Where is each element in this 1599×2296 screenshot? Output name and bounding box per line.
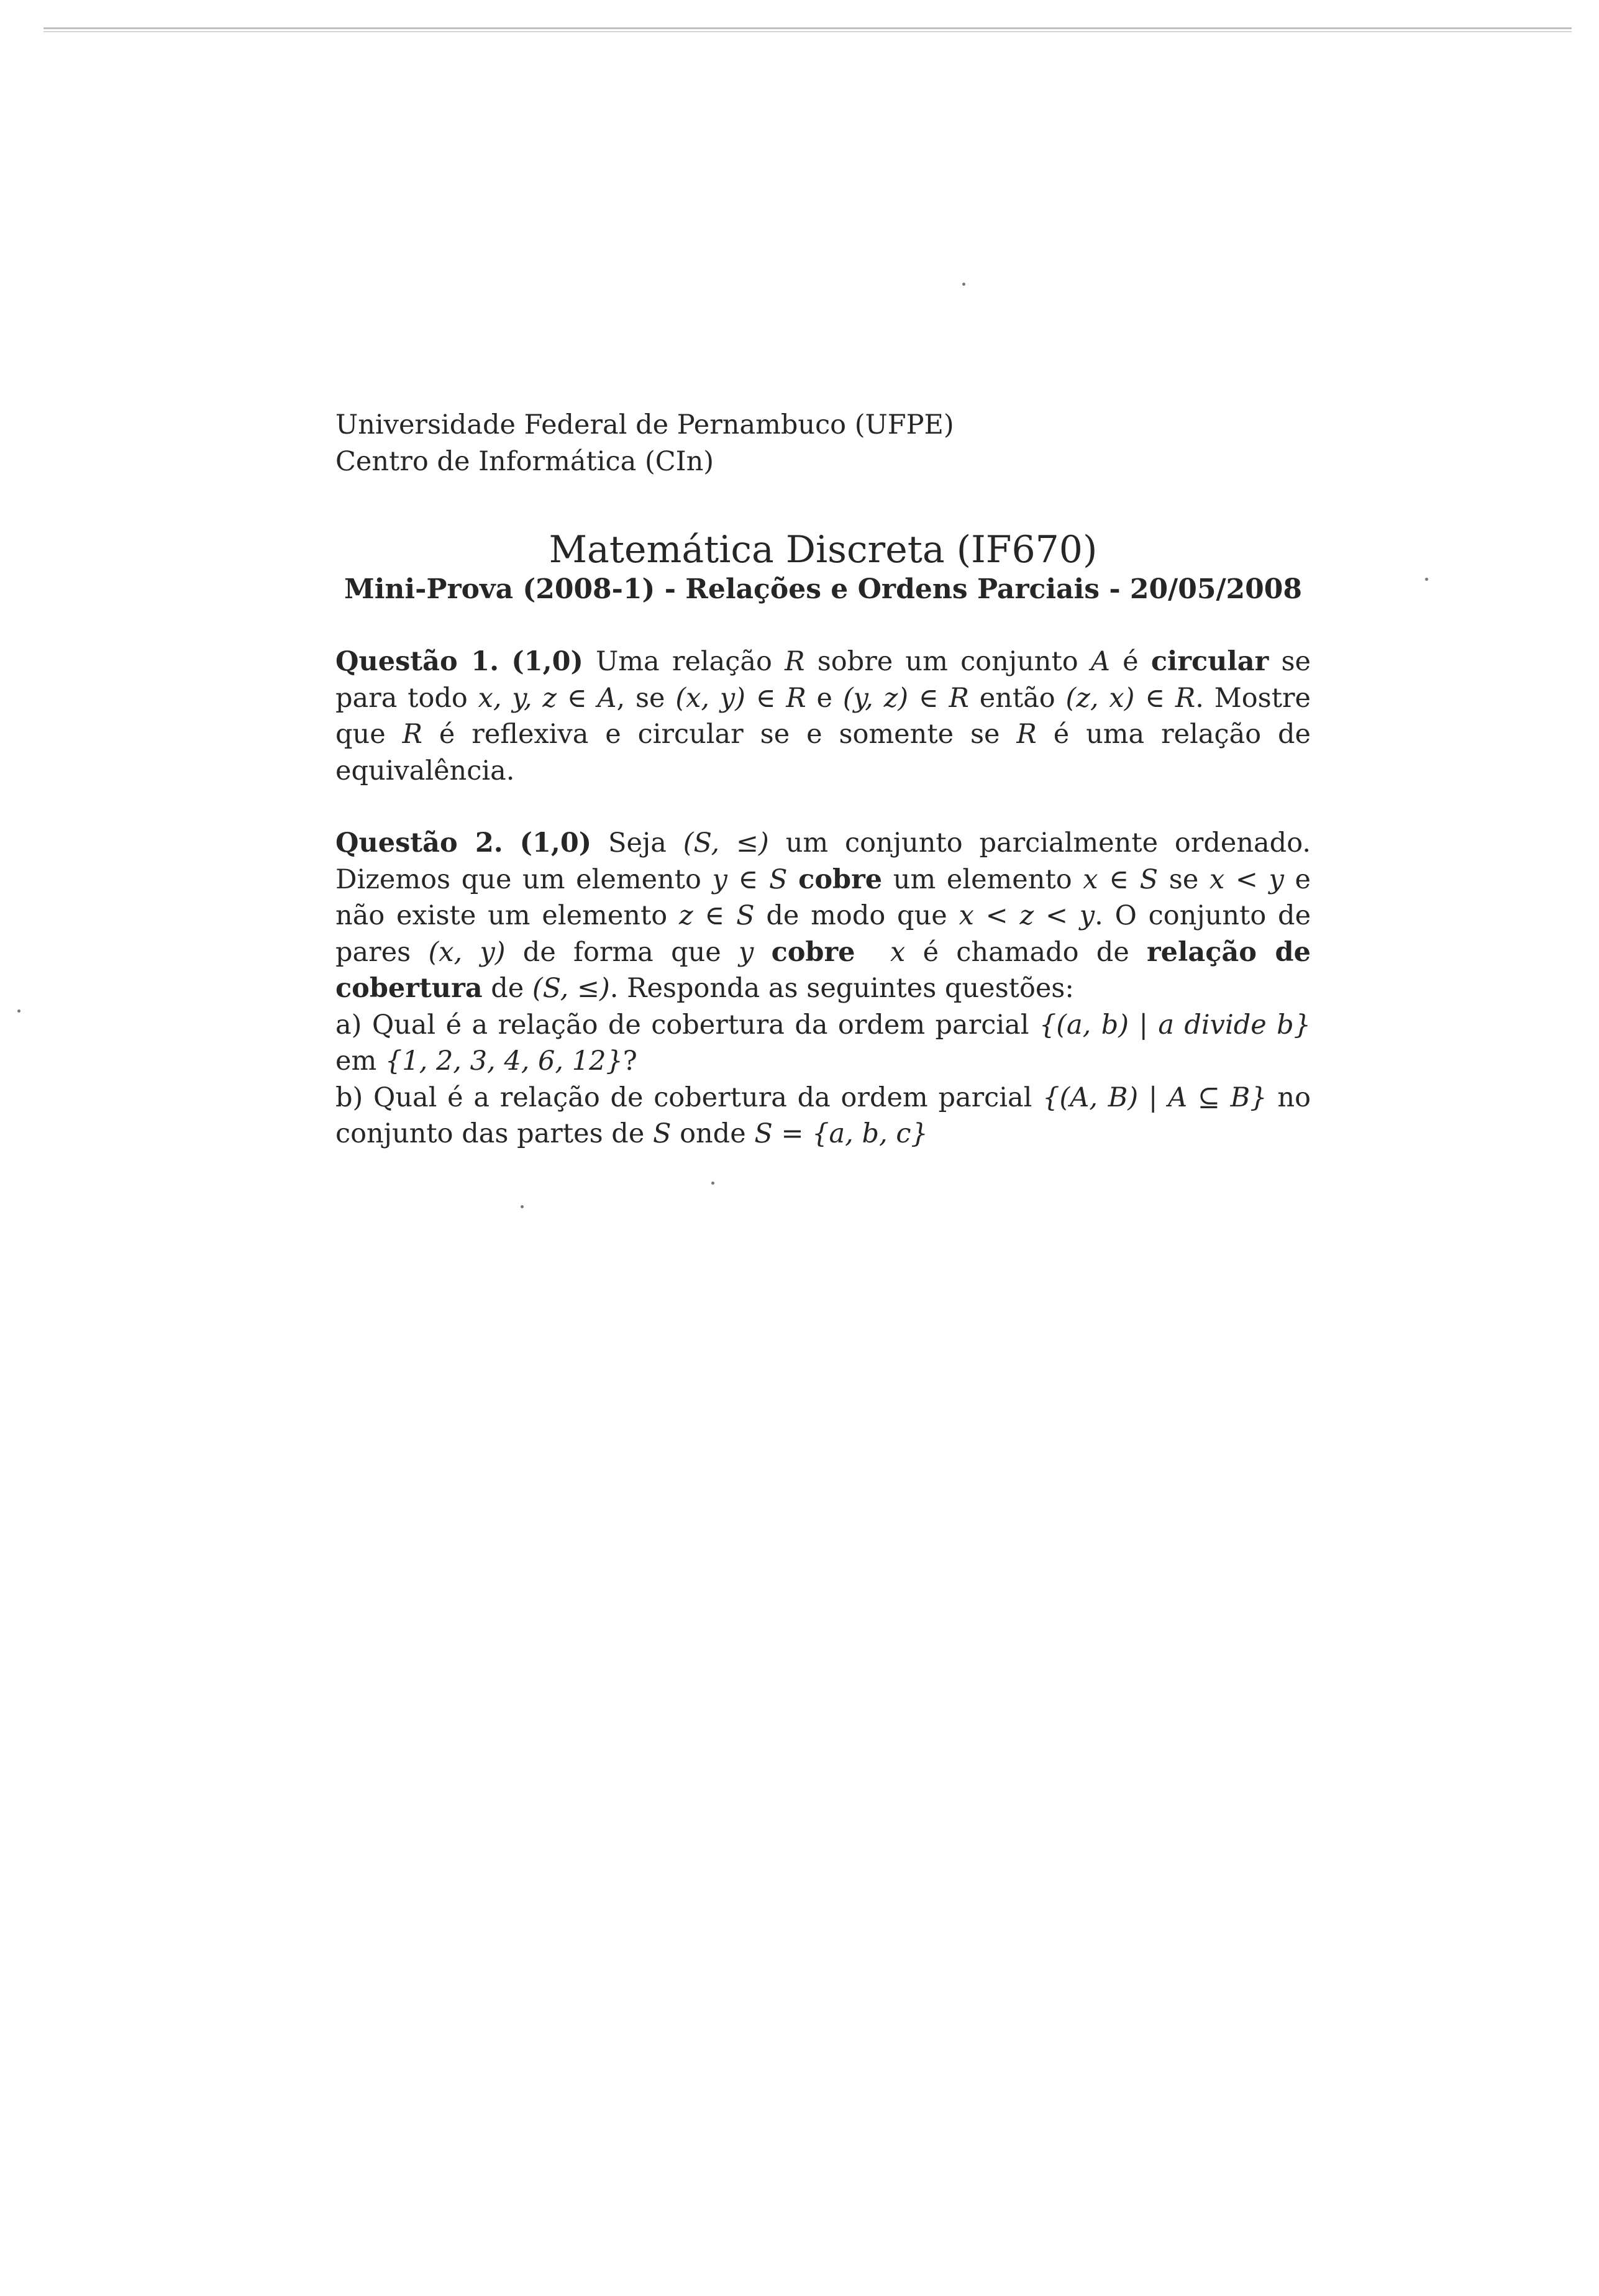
text: Qual é a relação de cobertura da ordem parcial — [362, 1009, 1039, 1041]
text: é chamado de — [905, 936, 1147, 968]
text: e não existe um elemento — [335, 863, 1311, 931]
text: ? — [622, 1046, 637, 1077]
math: x ∈ S — [1083, 863, 1159, 895]
text: de modo que — [754, 900, 959, 931]
question-1 — [335, 644, 1311, 789]
term-cobre: cobre — [798, 863, 883, 895]
course-title: Matemática Discreta (IF670) — [549, 528, 1098, 572]
math: y — [739, 936, 754, 968]
math: S = {a, b, c} — [754, 1118, 928, 1149]
math: (S, ≤) — [683, 827, 769, 859]
question-2-body — [335, 825, 1311, 1007]
scan-speck — [962, 283, 965, 286]
math: (z, x) ∈ R — [1065, 682, 1196, 714]
text: sobre um conjunto — [804, 646, 1091, 677]
text: , se — [616, 682, 676, 714]
question-2 — [335, 825, 1311, 1152]
math: x — [890, 936, 906, 968]
scan-speck — [711, 1182, 714, 1185]
exam-page — [335, 407, 1311, 1152]
text: . O conjunto de pares — [335, 900, 1311, 968]
scan-speck — [521, 1205, 524, 1208]
math: R — [785, 646, 805, 677]
term-relacao-de-cobertura: relação de cobertura — [335, 936, 1311, 1004]
exam-subtitle: Mini-Prova (2008-1) - Relações e Ordens Parciais - 20/05/2008 — [344, 573, 1302, 605]
text: no conjunto das partes de — [335, 1082, 1311, 1149]
text: Uma relação — [583, 646, 785, 677]
university-name: Universidade Federal de Pernambuco (UFPE) — [335, 409, 954, 440]
text: é reflexiva e circular se e somente se — [422, 719, 1017, 750]
item-label: a) — [335, 1009, 362, 1041]
question-2b — [335, 1080, 1311, 1152]
math: x, y, z ∈ A — [478, 682, 617, 714]
title-block — [335, 528, 1311, 608]
math: x < z < y — [959, 900, 1095, 931]
question-points: (1,0) — [511, 646, 583, 677]
math: (y, z) ∈ R — [842, 682, 969, 714]
scan-border-line — [43, 31, 1572, 32]
term-circular: circular — [1150, 646, 1269, 677]
center-name: Centro de Informática (CIn) — [335, 445, 714, 477]
text: e — [806, 682, 843, 714]
math: R — [402, 719, 422, 750]
math: y ∈ S — [712, 863, 788, 895]
math: {1, 2, 3, 4, 6, 12} — [385, 1046, 623, 1077]
text: em — [335, 1046, 385, 1077]
text: então — [968, 682, 1066, 714]
text: de — [482, 973, 532, 1004]
scan-speck — [1425, 578, 1428, 581]
question-label: Questão 2. — [335, 827, 503, 859]
text: se — [1158, 863, 1210, 895]
scan-speck — [17, 1009, 20, 1013]
math: {(A, B) | A ⊆ B} — [1042, 1082, 1267, 1113]
text: onde — [671, 1118, 755, 1149]
term-cobre: cobre — [771, 936, 855, 968]
math: {(a, b) | a divide b} — [1039, 1009, 1311, 1041]
question-points: (1,0) — [519, 827, 592, 859]
scan-border-line — [43, 27, 1572, 29]
item-label: b) — [335, 1082, 363, 1113]
math: (S, ≤) — [532, 973, 610, 1004]
text: é uma relação de equivalência. — [335, 719, 1311, 786]
question-2a — [335, 1007, 1311, 1080]
question-label: Questão 1. — [335, 646, 499, 677]
text: um conjunto parcialmente ordenado. Dizemos que um elemento — [335, 827, 1311, 895]
text: Qual é a relação de cobertura da ordem parcial — [363, 1082, 1043, 1113]
text: Seja — [591, 827, 683, 859]
math: (x, y) — [428, 936, 506, 968]
text: . Mostre que — [335, 682, 1311, 750]
text: um elemento — [882, 863, 1083, 895]
math: z ∈ S — [678, 900, 755, 931]
math: (x, y) ∈ R — [675, 682, 806, 714]
math: S — [652, 1118, 672, 1149]
math: R — [1016, 719, 1037, 750]
text: de forma que — [505, 936, 739, 968]
math: x < y — [1209, 863, 1284, 895]
math: A — [1090, 646, 1110, 677]
text: é — [1109, 646, 1151, 677]
text: . Responda as seguintes questões: — [609, 973, 1074, 1004]
text: se para todo — [335, 646, 1311, 714]
